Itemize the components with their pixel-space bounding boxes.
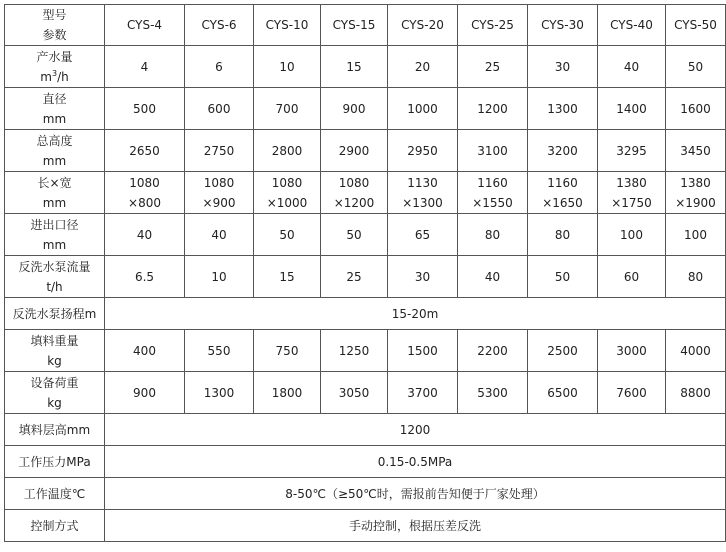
value-cell [321, 130, 388, 172]
model-header [666, 5, 726, 46]
merged-value-cell-text: 8-50℃（≥50℃时，需报前告知便于厂家处理） [285, 486, 545, 501]
value-cell-text: ×1000 [266, 195, 308, 210]
value-cell [185, 214, 254, 256]
value-cell-text: 1200 [477, 101, 508, 116]
value-cell-text: 1300 [203, 385, 235, 400]
value-cell [321, 46, 388, 88]
model-header-text: CYS-40 [610, 18, 653, 32]
value-cell-text: 2900 [338, 143, 370, 158]
value-cell-text: 8800 [680, 385, 711, 400]
value-cell-text: 1080 [129, 175, 160, 190]
spec-table [4, 4, 726, 542]
value-cell [185, 130, 254, 172]
value-cell [185, 46, 254, 88]
value-cell [598, 88, 666, 130]
row-label [5, 510, 105, 542]
row-pipe [5, 214, 726, 256]
row-label [5, 372, 105, 414]
value-cell-text: 40 [211, 227, 227, 242]
row-media_weight [5, 330, 726, 372]
model-header [321, 5, 388, 46]
value-cell-text: 100 [684, 227, 707, 242]
value-cell-text: 80 [554, 227, 571, 242]
row-label-text: t/h [46, 279, 63, 294]
value-cell-text: 4000 [680, 343, 711, 358]
value-cell [321, 330, 388, 372]
value-cell [388, 130, 458, 172]
value-cell [388, 330, 458, 372]
row-unit [5, 67, 104, 87]
value-cell-text: 1300 [547, 101, 578, 116]
header-corner [5, 5, 105, 46]
row-diameter [5, 88, 726, 130]
value-cell-text: 50 [279, 227, 295, 242]
row-label [5, 478, 105, 510]
merged-value-cell [105, 446, 726, 478]
value-cell [185, 330, 254, 372]
merged-value-cell-text: 15-20m [391, 306, 439, 321]
value-cell-text: 1080 [338, 175, 370, 190]
value-cell [458, 88, 528, 130]
row-label-text: 反洗水泵流量 [18, 259, 91, 274]
unit-superscript: 3 [51, 68, 58, 78]
value-cell [254, 214, 321, 256]
value-cell [254, 88, 321, 130]
row-label-text: mm [42, 237, 67, 252]
unit-base: m [40, 69, 52, 84]
merged-value-cell-text: 手动控制，根据压差反洗 [348, 518, 481, 533]
value-cell [666, 130, 726, 172]
row-temperature [5, 478, 726, 510]
value-cell-text: ×1900 [675, 195, 716, 210]
value-cell [321, 372, 388, 414]
value-cell-text: 20 [414, 59, 431, 74]
row-label-text: 进出口径 [30, 217, 79, 232]
value-cell [598, 172, 666, 214]
model-header [185, 5, 254, 46]
row-label-text: 直径 [42, 91, 67, 106]
value-cell-text: 3000 [616, 343, 647, 358]
header-row [5, 5, 726, 46]
value-cell [185, 172, 254, 214]
value-cell-text: 5300 [477, 385, 508, 400]
value-cell-text: 10 [279, 59, 295, 74]
row-label [5, 446, 105, 478]
value-cell [254, 172, 321, 214]
row-label [5, 298, 105, 330]
value-cell [598, 130, 666, 172]
value-cell [388, 214, 458, 256]
value-cell-text: 2750 [203, 143, 235, 158]
value-cell-text: 6 [215, 59, 223, 74]
value-cell [254, 130, 321, 172]
header-corner-text: 参数 [42, 28, 67, 42]
value-cell [321, 172, 388, 214]
value-cell-text: 3700 [407, 385, 438, 400]
model-header-text: CYS-4 [126, 18, 163, 32]
value-cell-text: 15 [279, 269, 295, 284]
value-cell [105, 88, 185, 130]
model-header-text: CYS-30 [541, 18, 584, 32]
value-cell [528, 214, 598, 256]
row-backwash-head [5, 298, 726, 330]
value-cell [185, 372, 254, 414]
row-label [5, 414, 105, 446]
value-cell-text: 900 [133, 385, 156, 400]
row-lw [5, 172, 726, 214]
value-cell-text: 2950 [407, 143, 438, 158]
value-cell-text: ×800 [128, 195, 161, 210]
merged-value-cell [105, 478, 726, 510]
value-cell-text: 7600 [616, 385, 647, 400]
value-cell-text: 15 [346, 59, 362, 74]
value-cell-text: 3050 [338, 385, 370, 400]
row-label-text: 总高度 [36, 133, 73, 148]
value-cell-text: 1250 [338, 343, 370, 358]
value-cell-text: 900 [342, 101, 366, 116]
value-cell [666, 46, 726, 88]
row-label [5, 88, 105, 130]
value-cell-text: ×1200 [333, 195, 375, 210]
model-header [528, 5, 598, 46]
value-cell [105, 46, 185, 88]
value-cell-text: ×1550 [472, 195, 513, 210]
row-label-text: 控制方式 [30, 518, 79, 533]
value-cell [105, 330, 185, 372]
value-cell [458, 172, 528, 214]
model-header [598, 5, 666, 46]
value-cell [254, 330, 321, 372]
value-cell-text: 25 [484, 59, 501, 74]
value-cell [458, 130, 528, 172]
value-cell-text: 1380 [680, 175, 711, 190]
model-header [458, 5, 528, 46]
value-cell-text: 1500 [407, 343, 438, 358]
value-cell-text: 1400 [616, 101, 647, 116]
value-cell [321, 88, 388, 130]
value-cell [666, 372, 726, 414]
unit-suffix: /h [57, 69, 69, 84]
model-header-text: CYS-20 [401, 18, 444, 32]
value-cell-text: 2200 [477, 343, 508, 358]
value-cell [666, 256, 726, 298]
value-cell-text: 50 [687, 59, 704, 74]
value-cell [598, 46, 666, 88]
value-cell-text: 3295 [616, 143, 647, 158]
value-cell-text: 2800 [271, 143, 303, 158]
value-cell-text: ×900 [202, 195, 236, 210]
value-cell [666, 172, 726, 214]
value-cell [388, 172, 458, 214]
model-header-text: CYS-25 [471, 18, 514, 32]
value-cell-text: 80 [484, 227, 501, 242]
header-corner-text: 型号 [42, 8, 67, 22]
value-cell [185, 88, 254, 130]
value-cell-text: 50 [554, 269, 571, 284]
row-label [5, 46, 105, 88]
row-label [5, 256, 105, 298]
value-cell [458, 214, 528, 256]
value-cell-text: 1080 [203, 175, 235, 190]
value-cell [105, 256, 185, 298]
value-cell [105, 214, 185, 256]
value-cell [528, 372, 598, 414]
row-label-text: 工作温度℃ [23, 486, 86, 501]
value-cell [458, 46, 528, 88]
value-cell-text: 10 [211, 269, 227, 284]
value-cell-text: 40 [623, 59, 640, 74]
row-label-text: 填料层高mm [18, 422, 91, 437]
value-cell [105, 372, 185, 414]
row-height [5, 130, 726, 172]
row-control [5, 510, 726, 542]
row-label-text: mm [42, 111, 67, 126]
model-header-text: CYS-50 [674, 18, 717, 32]
row-label-text: 工作压力MPa [18, 454, 91, 469]
value-cell [105, 130, 185, 172]
row-backwash_flow [5, 256, 726, 298]
value-cell [254, 46, 321, 88]
merged-value-cell [105, 298, 726, 330]
value-cell-text: 1600 [680, 101, 711, 116]
row-label-text: mm [42, 195, 67, 210]
value-cell-text: 1130 [407, 175, 438, 190]
value-cell [254, 256, 321, 298]
value-cell-text: 550 [207, 343, 231, 358]
value-cell-text: 6500 [547, 385, 578, 400]
row-label [5, 172, 105, 214]
value-cell [528, 130, 598, 172]
value-cell [388, 88, 458, 130]
model-header-text: CYS-15 [332, 18, 376, 32]
value-cell-text: 400 [133, 343, 156, 358]
value-cell [321, 214, 388, 256]
value-cell [528, 256, 598, 298]
value-cell [105, 172, 185, 214]
model-header [105, 5, 185, 46]
value-cell-text: 2500 [547, 343, 578, 358]
value-cell [388, 256, 458, 298]
row-label [5, 130, 105, 172]
value-cell [598, 330, 666, 372]
value-cell-text: 60 [623, 269, 640, 284]
value-cell-text: 4 [140, 59, 149, 74]
row-equip_weight [5, 372, 726, 414]
value-cell [598, 256, 666, 298]
value-cell-text: ×1300 [402, 195, 443, 210]
value-cell [458, 372, 528, 414]
value-cell-text: 600 [207, 101, 231, 116]
value-cell-text: 40 [136, 227, 153, 242]
value-cell-text: 3200 [547, 143, 578, 158]
value-cell [528, 172, 598, 214]
merged-value-cell-text: 0.15-0.5MPa [377, 454, 453, 469]
row-label-text: 设备荷重 [30, 375, 79, 390]
value-cell-text: 3100 [477, 143, 508, 158]
value-cell-text: 25 [346, 269, 362, 284]
value-cell [528, 330, 598, 372]
model-header-text: CYS-10 [265, 18, 309, 32]
value-cell-text: 50 [346, 227, 362, 242]
value-cell-text: 1000 [407, 101, 438, 116]
value-cell-text: ×1750 [611, 195, 652, 210]
value-cell-text: 100 [620, 227, 643, 242]
row-label-text: kg [47, 395, 62, 410]
model-header [254, 5, 321, 46]
row-flow [5, 46, 726, 88]
value-cell-text: 30 [554, 59, 571, 74]
value-cell-text: 700 [275, 101, 299, 116]
merged-value-cell-text: 1200 [399, 422, 431, 437]
value-cell [528, 46, 598, 88]
value-cell [185, 256, 254, 298]
value-cell-text: 1160 [547, 175, 578, 190]
value-cell-text: 80 [687, 269, 704, 284]
value-cell [528, 88, 598, 130]
value-cell [321, 256, 388, 298]
value-cell-text: 6.5 [134, 269, 155, 284]
spec-table-body [5, 5, 726, 542]
row-label [5, 214, 105, 256]
value-cell-text: 1160 [477, 175, 508, 190]
value-cell-text: 65 [414, 227, 431, 242]
value-cell [254, 372, 321, 414]
merged-value-cell [105, 414, 726, 446]
value-cell-text: 3450 [680, 143, 711, 158]
value-cell [666, 214, 726, 256]
value-cell-text: 1380 [616, 175, 647, 190]
value-cell [598, 372, 666, 414]
value-cell-text: 750 [275, 343, 299, 358]
value-cell-text: 1080 [271, 175, 303, 190]
row-label [5, 330, 105, 372]
value-cell-text: 30 [414, 269, 431, 284]
model-header [388, 5, 458, 46]
row-label-text: kg [47, 353, 62, 368]
value-cell [666, 330, 726, 372]
row-pressure [5, 446, 726, 478]
value-cell-text: ×1650 [542, 195, 583, 210]
value-cell [458, 330, 528, 372]
row-label-text: 产水量 [36, 49, 73, 64]
value-cell [458, 256, 528, 298]
value-cell [666, 88, 726, 130]
model-header-text: CYS-6 [201, 18, 237, 32]
value-cell [388, 372, 458, 414]
value-cell-text: 1800 [271, 385, 303, 400]
row-label-text: 反洗水泵扬程m [12, 306, 97, 321]
row-label-text: 填料重量 [30, 333, 79, 348]
row-label-text: 长×宽 [37, 175, 72, 190]
value-cell-text: 2650 [129, 143, 160, 158]
merged-value-cell [105, 510, 726, 542]
value-cell-text: 40 [484, 269, 501, 284]
value-cell [388, 46, 458, 88]
row-media_height [5, 414, 726, 446]
row-label-text: mm [42, 153, 67, 168]
value-cell [598, 214, 666, 256]
value-cell-text: 500 [133, 101, 156, 116]
